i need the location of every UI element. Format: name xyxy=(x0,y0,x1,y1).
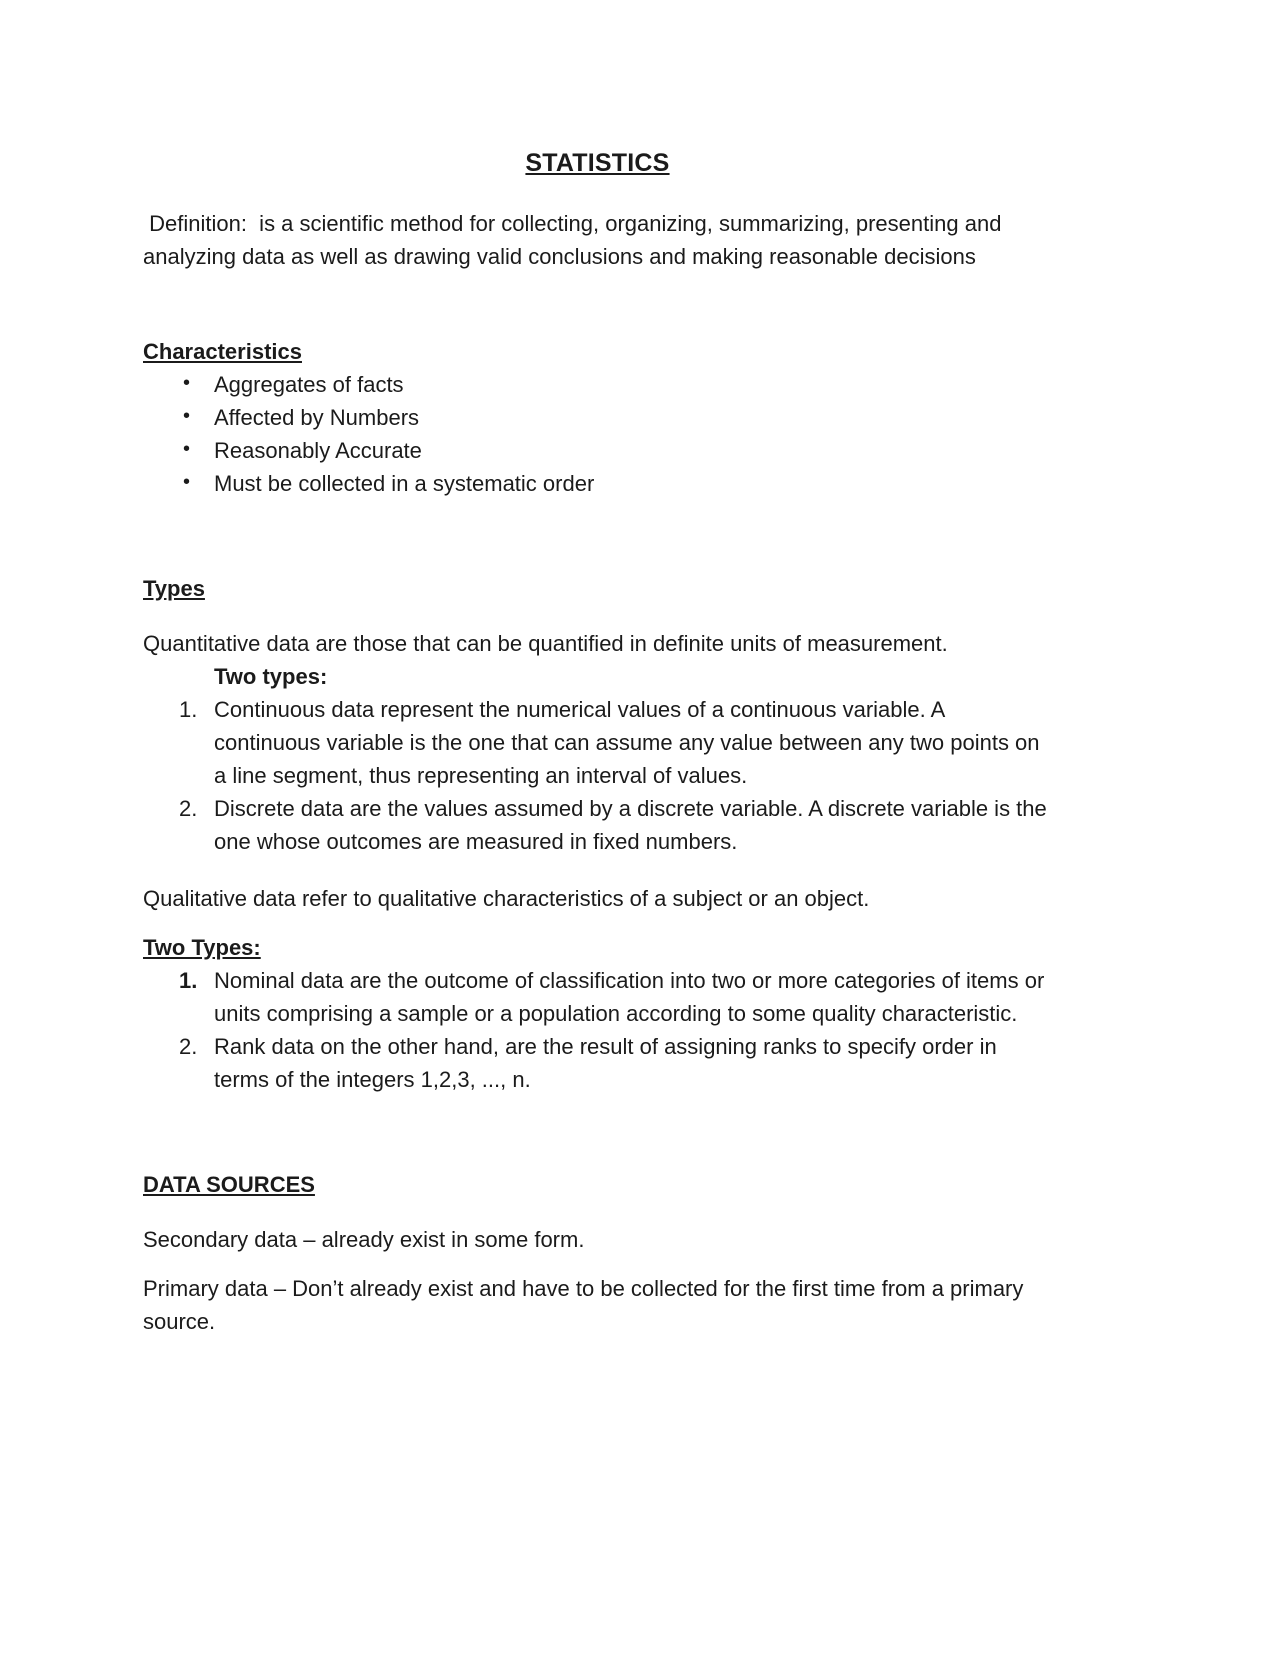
two-types-heading: Two Types: xyxy=(143,934,261,960)
list-item xyxy=(143,467,1052,500)
list-number: 2. xyxy=(179,1033,198,1059)
qualitative-paragraph: Qualitative data refer to qualitative characteristics of a subject or an object. xyxy=(143,885,870,911)
list-number: 1. xyxy=(179,967,198,993)
qualitative-types-list xyxy=(143,964,1052,1096)
list-number: 2. xyxy=(179,795,198,821)
primary-data-paragraph: Primary data – Don’t already exist and have to be collected for the first time from a primary source. xyxy=(143,1275,1030,1334)
list-item xyxy=(143,792,1052,858)
list-item-text: Reasonably Accurate xyxy=(214,437,422,463)
list-item xyxy=(143,1030,1052,1096)
list-item xyxy=(143,964,1052,1030)
list-item-text: Discrete data are the values assumed by a discrete variable. A discrete variable is the one whose outcomes are measured in fixed numbers. xyxy=(214,795,1047,854)
bullet-icon: • xyxy=(183,371,191,394)
quantitative-types-list xyxy=(143,693,1052,858)
list-item-text: Nominal data are the outcome of classification into two or more categories of items or units comprising a sample or a population according to some quality characteristic. xyxy=(214,967,1045,1026)
characteristics-heading: Characteristics xyxy=(143,338,302,364)
list-item-text: Rank data on the other hand, are the result of assigning ranks to specify order in terms of the integers 1,2,3, ..., n. xyxy=(214,1033,997,1092)
list-item xyxy=(143,434,1052,467)
list-item-text: Continuous data represent the numerical values of a continuous variable. A continuous variable is the one that can assume any value between any two points on a line segment, thus representing an interval of values. xyxy=(214,696,1040,788)
document-title: STATISTICS xyxy=(525,149,670,177)
list-item xyxy=(143,401,1052,434)
quantitative-paragraph: Quantitative data are those that can be quantified in definite units of measurement. xyxy=(143,630,948,656)
two-types-label: Two types: xyxy=(214,663,328,689)
bullet-icon: • xyxy=(183,470,191,493)
list-item xyxy=(143,693,1052,792)
definition-paragraph: Definition: is a scientific method for collecting, organizing, summarizing, presenting and analyzing data as well as drawing valid conclusions and making reasonable decisions xyxy=(143,210,1008,269)
characteristics-list xyxy=(143,368,1052,500)
list-item-text: Affected by Numbers xyxy=(214,404,420,430)
list-item-text: Must be collected in a systematic order xyxy=(214,470,595,496)
list-item xyxy=(143,368,1052,401)
list-number: 1. xyxy=(179,696,198,722)
secondary-data-paragraph: Secondary data – already exist in some form. xyxy=(143,1226,585,1252)
bullet-icon: • xyxy=(183,437,191,460)
bullet-icon: • xyxy=(183,404,191,427)
data-sources-heading: DATA SOURCES xyxy=(143,1171,315,1197)
list-item-text: Aggregates of facts xyxy=(214,371,404,397)
types-heading: Types xyxy=(143,575,205,601)
